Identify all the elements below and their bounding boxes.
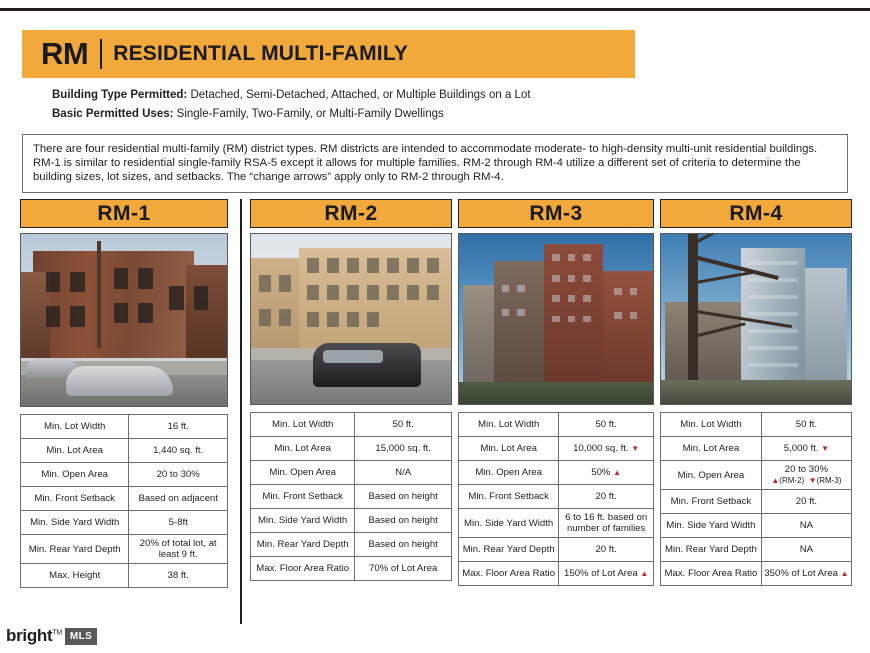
table-row (661, 413, 852, 437)
row-label: Min. Front Setback (459, 485, 559, 509)
increase-arrow-icon: ▲ (771, 476, 780, 485)
row-value: 150% of Lot Area ▲ (559, 562, 654, 586)
row-label: Min. Rear Yard Depth (21, 535, 129, 564)
row-label: Min. Side Yard Width (21, 511, 129, 535)
rm3-note: (RM-3) (816, 476, 842, 485)
table-row (661, 538, 852, 562)
row-label: Min. Rear Yard Depth (459, 538, 559, 562)
row-value: Based on height (355, 533, 452, 557)
description-box (22, 134, 848, 193)
row-value: 20 ft. (559, 538, 654, 562)
header-banner (22, 30, 635, 78)
photo-rm-3 (458, 233, 654, 405)
spec-table-rm-4 (660, 412, 852, 586)
table-row (251, 461, 452, 485)
logo-wordmark: bright™ (6, 626, 62, 645)
row-label: Max. Floor Area Ratio (661, 562, 762, 586)
permitted-uses-label: Basic Permitted Uses: (52, 108, 174, 120)
building-type-value: Detached, Semi-Detached, Attached, or Multiple Buildings on a Lot (187, 89, 531, 101)
row-value: 5,000 ft. ▼ (761, 437, 851, 461)
row-value: 38 ft. (129, 564, 228, 588)
table-row (661, 562, 852, 586)
district-column-rm-2 (250, 199, 452, 581)
row-label: Min. Lot Width (21, 415, 129, 439)
table-row (21, 535, 228, 564)
table-row (251, 413, 452, 437)
table-row (21, 439, 228, 463)
column-separator (240, 199, 242, 624)
top-divider (0, 8, 870, 11)
decrease-arrow-icon: ▼ (821, 444, 830, 453)
row-value: 50 ft. (761, 413, 851, 437)
table-row (21, 511, 228, 535)
row-label: Min. Lot Width (661, 413, 762, 437)
row-value: 5-8ft (129, 511, 228, 535)
spec-table-rm-2 (250, 412, 452, 581)
photo-rm-4 (660, 233, 852, 405)
row-label: Min. Lot Area (459, 437, 559, 461)
row-value: 20% of total lot, at least 9 ft. (129, 535, 228, 564)
row-value: NA (761, 538, 851, 562)
permitted-uses-value: Single-Family, Two-Family, or Multi-Family Dwellings (173, 108, 444, 120)
increase-arrow-icon: ▲ (640, 569, 649, 578)
spec-table-rm-3 (458, 412, 654, 586)
row-value: 50 ft. (355, 413, 452, 437)
decrease-arrow-icon: ▼ (631, 444, 640, 453)
table-row (459, 538, 654, 562)
table-row (251, 533, 452, 557)
row-value: NA (761, 514, 851, 538)
row-label: Min. Side Yard Width (251, 509, 355, 533)
row-label: Max. Floor Area Ratio (459, 562, 559, 586)
rm2-note: (RM-2) (779, 476, 805, 485)
district-column-rm-1 (20, 199, 228, 588)
spec-table-rm-1 (20, 414, 228, 588)
row-value: Based on adjacent (129, 487, 228, 511)
increase-arrow-icon: ▲ (613, 468, 622, 477)
row-label: Min. Lot Width (459, 413, 559, 437)
row-label: Min. Front Setback (21, 487, 129, 511)
table-row (661, 461, 852, 490)
row-value: 20 ft. (761, 490, 851, 514)
table-row (661, 490, 852, 514)
row-value: 350% of Lot Area ▲ (761, 562, 851, 586)
table-row (661, 437, 852, 461)
row-label: Min. Open Area (251, 461, 355, 485)
table-row (459, 509, 654, 538)
row-label: Min. Lot Width (251, 413, 355, 437)
table-row (459, 562, 654, 586)
row-label: Min. Front Setback (661, 490, 762, 514)
row-label: Min. Rear Yard Depth (661, 538, 762, 562)
district-column-rm-3 (458, 199, 654, 586)
increase-arrow-icon: ▲ (840, 569, 849, 578)
logo-mls-badge: MLS (65, 628, 97, 645)
row-label: Min. Open Area (661, 461, 762, 490)
table-row (661, 514, 852, 538)
row-label: Min. Lot Area (661, 437, 762, 461)
permitted-uses-line (52, 108, 444, 120)
row-label: Max. Height (21, 564, 129, 588)
column-header-rm-2: RM-2 (250, 199, 452, 228)
building-type-line (52, 89, 531, 101)
decrease-arrow-icon: ▼ (808, 476, 817, 485)
building-type-label: Building Type Permitted: (52, 89, 188, 101)
description-text: There are four residential multi-family (RM) district types. RM districts are intended to accommodate moderate- to high-density multi-unit residential buildings. RM-1 is similar to residential single-family RSA-5 except it allows for multiple families. RM-2 through RM-4 utilize a different set of criteria to determine the building sizes, lot sizes, and setbacks. The “change arrows” apply only to RM-2 through RM-4. (33, 143, 818, 184)
district-title: RESIDENTIAL MULTI-FAMILY (113, 42, 409, 65)
row-label: Min. Side Yard Width (661, 514, 762, 538)
table-row (459, 437, 654, 461)
table-row (251, 485, 452, 509)
row-value: Based on height (355, 485, 452, 509)
row-value: Based on height (355, 509, 452, 533)
column-header-rm-3: RM-3 (458, 199, 654, 228)
row-value: 70% of Lot Area (355, 557, 452, 581)
row-value: 50 ft. (559, 413, 654, 437)
table-row (21, 415, 228, 439)
district-column-rm-4 (660, 199, 852, 586)
row-value: 10,000 sq. ft. ▼ (559, 437, 654, 461)
photo-rm-2 (250, 233, 452, 405)
row-value: 20 ft. (559, 485, 654, 509)
table-row (21, 487, 228, 511)
table-row (459, 485, 654, 509)
table-row (21, 463, 228, 487)
row-value: 15,000 sq. ft. (355, 437, 452, 461)
row-label: Min. Front Setback (251, 485, 355, 509)
table-row (251, 557, 452, 581)
row-value: 20 to 30% ▲(RM-2) ▼(RM-3) (761, 461, 851, 490)
banner-divider (100, 39, 102, 69)
table-row (21, 564, 228, 588)
row-label: Min. Rear Yard Depth (251, 533, 355, 557)
row-label: Min. Open Area (21, 463, 129, 487)
row-label: Max. Floor Area Ratio (251, 557, 355, 581)
district-code: RM (41, 36, 89, 71)
row-value: 1,440 sq. ft. (129, 439, 228, 463)
row-value: 20 to 30% (129, 463, 228, 487)
table-row (251, 509, 452, 533)
table-row (251, 437, 452, 461)
logo-trademark: TM (52, 629, 62, 637)
column-header-rm-4: RM-4 (660, 199, 852, 228)
row-label: Min. Lot Area (21, 439, 129, 463)
table-row (459, 413, 654, 437)
photo-rm-1 (20, 233, 228, 407)
row-value: 6 to 16 ft. based on number of families (559, 509, 654, 538)
row-value: 16 ft. (129, 415, 228, 439)
row-label: Min. Lot Area (251, 437, 355, 461)
row-label: Min. Side Yard Width (459, 509, 559, 538)
brightmls-logo (0, 619, 126, 653)
row-value: 50% ▲ (559, 461, 654, 485)
row-value: N/A (355, 461, 452, 485)
column-header-rm-1: RM-1 (20, 199, 228, 228)
row-label: Min. Open Area (459, 461, 559, 485)
table-row (459, 461, 654, 485)
